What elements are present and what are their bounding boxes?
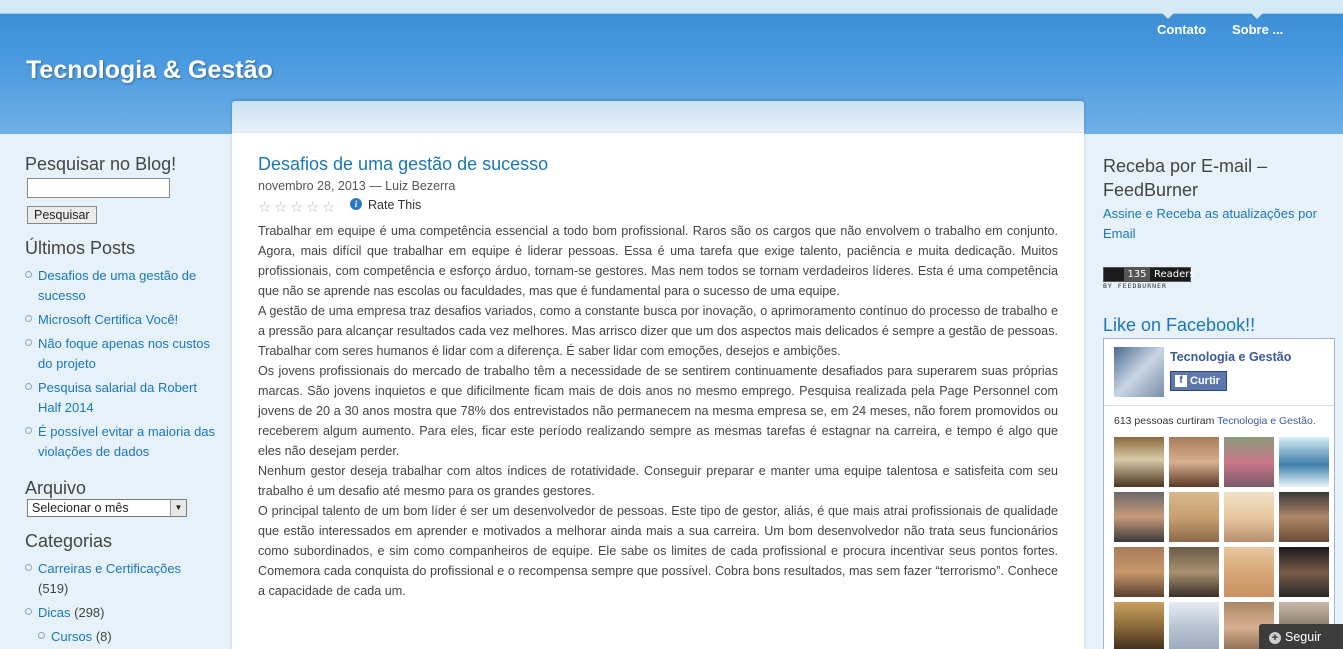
bullet-icon	[25, 383, 32, 390]
category-link[interactable]: Carreiras e Certificações	[38, 561, 182, 576]
top-strip	[0, 0, 1343, 14]
fan-avatar[interactable]	[1169, 492, 1219, 542]
follow-label: Seguir	[1285, 630, 1322, 644]
search-widget-title: Pesquisar no Blog!	[25, 154, 177, 174]
divider	[1104, 405, 1334, 406]
post-paragraph: A gestão de uma empresa traz desafios variados, como a constante busca por inovação, o aprimoramento contínuo do processo de trabalho e a pressão para alcançar resultados cada vez melhores. Mas arrisco dizer que um dos aspectos mais delicados é sempre a gestão de pessoas. Trabalhar com seres humanos é lidar com a diferença. É saber lidar com emoções, desejos e ambições.	[258, 304, 1058, 358]
facebook-like-button[interactable]	[1170, 371, 1227, 391]
fan-avatar[interactable]	[1279, 492, 1329, 542]
fan-avatar[interactable]	[1114, 547, 1164, 597]
rating-star-icon[interactable]: ☆	[322, 198, 336, 216]
likes-page-link[interactable]: Tecnologia e Gestão.	[1217, 415, 1316, 427]
list-item[interactable]	[25, 559, 220, 599]
right-sidebar	[1103, 154, 1343, 244]
facebook-page-name[interactable]: Tecnologia e Gestão	[1170, 350, 1292, 364]
post-meta: novembro 28, 2013 — Luiz Bezerra	[258, 179, 456, 193]
email-subscribe-link[interactable]: Assine e Receba as atualizações por Email	[1103, 206, 1317, 241]
fan-avatar[interactable]	[1114, 602, 1164, 649]
recent-post-link[interactable]: Desafios de uma gestão de sucesso	[38, 268, 197, 303]
archive-select-value: Selecionar o mês	[32, 501, 129, 515]
post-paragraph: Trabalhar em equipe é uma competência essencial a todo bom profissional. Raros são os cargos que não envolvem o trabalho em conjunto. Agora, mais difícil que trabalhar em equipe é liderar pessoas. Essa é uma tarefa que exige talento, paciência e muita dedicação. Muitos profissionais, com competência e esforço árduo, tornam-se gestores. Mas nem todos se tornam verdadeiros líderes. Esta é uma competência que não se aprende nas escolas ou faculdades, mas que é fundamental para o sucesso de uma equipe.	[258, 224, 1058, 298]
archive-title: Arquivo	[25, 478, 87, 498]
fan-avatar[interactable]	[1224, 547, 1274, 597]
post-paragraph: O principal talento de um bom líder é ser um desenvolvedor de pessoas. Este tipo de gestor, aliás, é que mais atrai profissionais de qualidade que estão interessados em aprender e motivados a melhorar ainda mais a sua carreira. Um bom desenvolvedor não trata seus funcionários como subordinados, e sim como companheiros de equipe. Ele sabe os limites de cada profissional e procura incentivar seus pontos fortes. Comemora cada conquista do profissional e o recompensa sempre que possível. Cobra bons resultados, mas sem fazer “terrorismo”. Conhece a capacidade de cada um.	[258, 504, 1058, 598]
likes-text: 613 pessoas curtiram	[1114, 415, 1215, 427]
search-input[interactable]	[27, 178, 170, 198]
bullet-icon	[25, 564, 32, 571]
fan-avatar[interactable]	[1114, 437, 1164, 487]
nav-contato[interactable]: Contato	[1157, 22, 1207, 37]
rate-this-label: Rate This	[368, 198, 422, 212]
bullet-icon	[25, 339, 32, 346]
nav-sobre[interactable]: Sobre ...	[1232, 22, 1284, 37]
rating-star-icon[interactable]: ☆	[290, 198, 304, 216]
email-widget-title: Receba por E-mail – FeedBurner	[1103, 156, 1268, 200]
bullet-icon	[38, 632, 45, 639]
facebook-likebox	[1103, 338, 1335, 649]
facebook-widget-title: Like on Facebook!!	[1103, 315, 1256, 335]
list-item[interactable]	[25, 603, 220, 623]
list-item[interactable]	[25, 310, 220, 330]
dropdown-arrow-icon[interactable]: ▼	[170, 500, 186, 516]
recent-posts-list	[25, 266, 220, 462]
left-sidebar	[25, 154, 220, 647]
bullet-icon	[25, 427, 32, 434]
fan-avatar[interactable]	[1114, 492, 1164, 542]
list-item[interactable]	[25, 378, 220, 418]
category-link[interactable]: Cursos	[51, 629, 93, 644]
search-button[interactable]: Pesquisar	[27, 206, 97, 224]
feedburner-counter[interactable]	[1103, 267, 1195, 290]
list-item[interactable]	[25, 266, 220, 306]
recent-posts-title: Últimos Posts	[25, 238, 136, 258]
feedburner-byline: BY FEEDBURNER	[1103, 282, 1167, 290]
bullet-icon	[25, 271, 32, 278]
bullet-icon	[25, 608, 32, 615]
rating-star-icon[interactable]: ☆	[306, 198, 320, 216]
site-title[interactable]: Tecnologia & Gestão	[26, 56, 273, 84]
recent-post-link[interactable]: Microsoft Certifica Você!	[38, 312, 179, 327]
fan-avatar[interactable]	[1169, 547, 1219, 597]
nav-contato-marker	[1162, 13, 1174, 19]
rating-star-icon[interactable]: ☆	[274, 198, 288, 216]
top-nav	[1143, 22, 1343, 42]
fan-avatar[interactable]	[1279, 547, 1329, 597]
plus-icon: +	[1269, 632, 1281, 644]
nav-sobre-marker	[1251, 13, 1263, 19]
fan-avatar[interactable]	[1169, 602, 1219, 649]
like-button-label: Curtir	[1190, 375, 1220, 387]
recent-post-link[interactable]: Pesquisa salarial da Robert Half 2014	[38, 380, 197, 415]
bullet-icon	[25, 315, 32, 322]
categories-title: Categorias	[25, 531, 113, 551]
facebook-icon: f	[1175, 375, 1187, 387]
post-body	[258, 221, 1058, 601]
fan-avatar[interactable]	[1169, 437, 1219, 487]
fan-avatar[interactable]	[1224, 437, 1274, 487]
rating-star-icon[interactable]: ☆	[258, 198, 272, 216]
post-title[interactable]: Desafios de uma gestão de sucesso	[258, 154, 549, 174]
recent-post-link[interactable]: É possível evitar a maioria das violações de dados	[38, 424, 216, 459]
follow-button[interactable]	[1259, 624, 1343, 649]
content-header-band	[232, 101, 1084, 133]
category-count: (519)	[38, 581, 69, 596]
reader-count: 135	[1124, 268, 1150, 281]
reader-label: Readers	[1154, 269, 1195, 280]
post-paragraph: Os jovens profissionais do mercado de trabalho têm a necessidade de se sentirem continuamente desafiados para superarem suas próprias marcas. São jovens inquietos e que dificilmente ficam mais de dois anos no mesmo emprego. Pesquisa realizada pela Page Personnel com jovens de 20 a 30 anos mostra que 78% dos entrevistados não permanecem na mesma empresa se, em 24 meses, não forem promovidos ou receberem algum aumento. Para eles, ficar este período realizando sempre as mesmas tarefas é estagnar na carreira, e tempo é algo que eles não desejam perder.	[258, 364, 1058, 458]
post-rating[interactable]	[258, 197, 422, 216]
list-item[interactable]	[25, 334, 220, 374]
category-link[interactable]: Dicas	[38, 605, 71, 620]
archive-select[interactable]	[27, 499, 187, 517]
info-icon[interactable]: i	[350, 198, 362, 210]
categories-list	[25, 559, 220, 647]
recent-post-link[interactable]: Não foque apenas nos custos do projeto	[38, 336, 211, 371]
category-count: (8)	[95, 629, 112, 644]
fan-avatar[interactable]	[1279, 437, 1329, 487]
list-item[interactable]	[25, 422, 220, 462]
list-item[interactable]	[38, 627, 220, 647]
facebook-like-count	[1114, 415, 1316, 427]
post-paragraph: Nenhum gestor deseja trabalhar com altos índices de rotatividade. Conseguir preparar e manter uma equipe talentosa e satisfeita com seu trabalho é um desafio até mesmo para os grandes gestores.	[258, 464, 1058, 498]
page-avatar[interactable]	[1114, 347, 1164, 397]
category-count: (298)	[74, 605, 105, 620]
fan-avatar[interactable]	[1224, 492, 1274, 542]
